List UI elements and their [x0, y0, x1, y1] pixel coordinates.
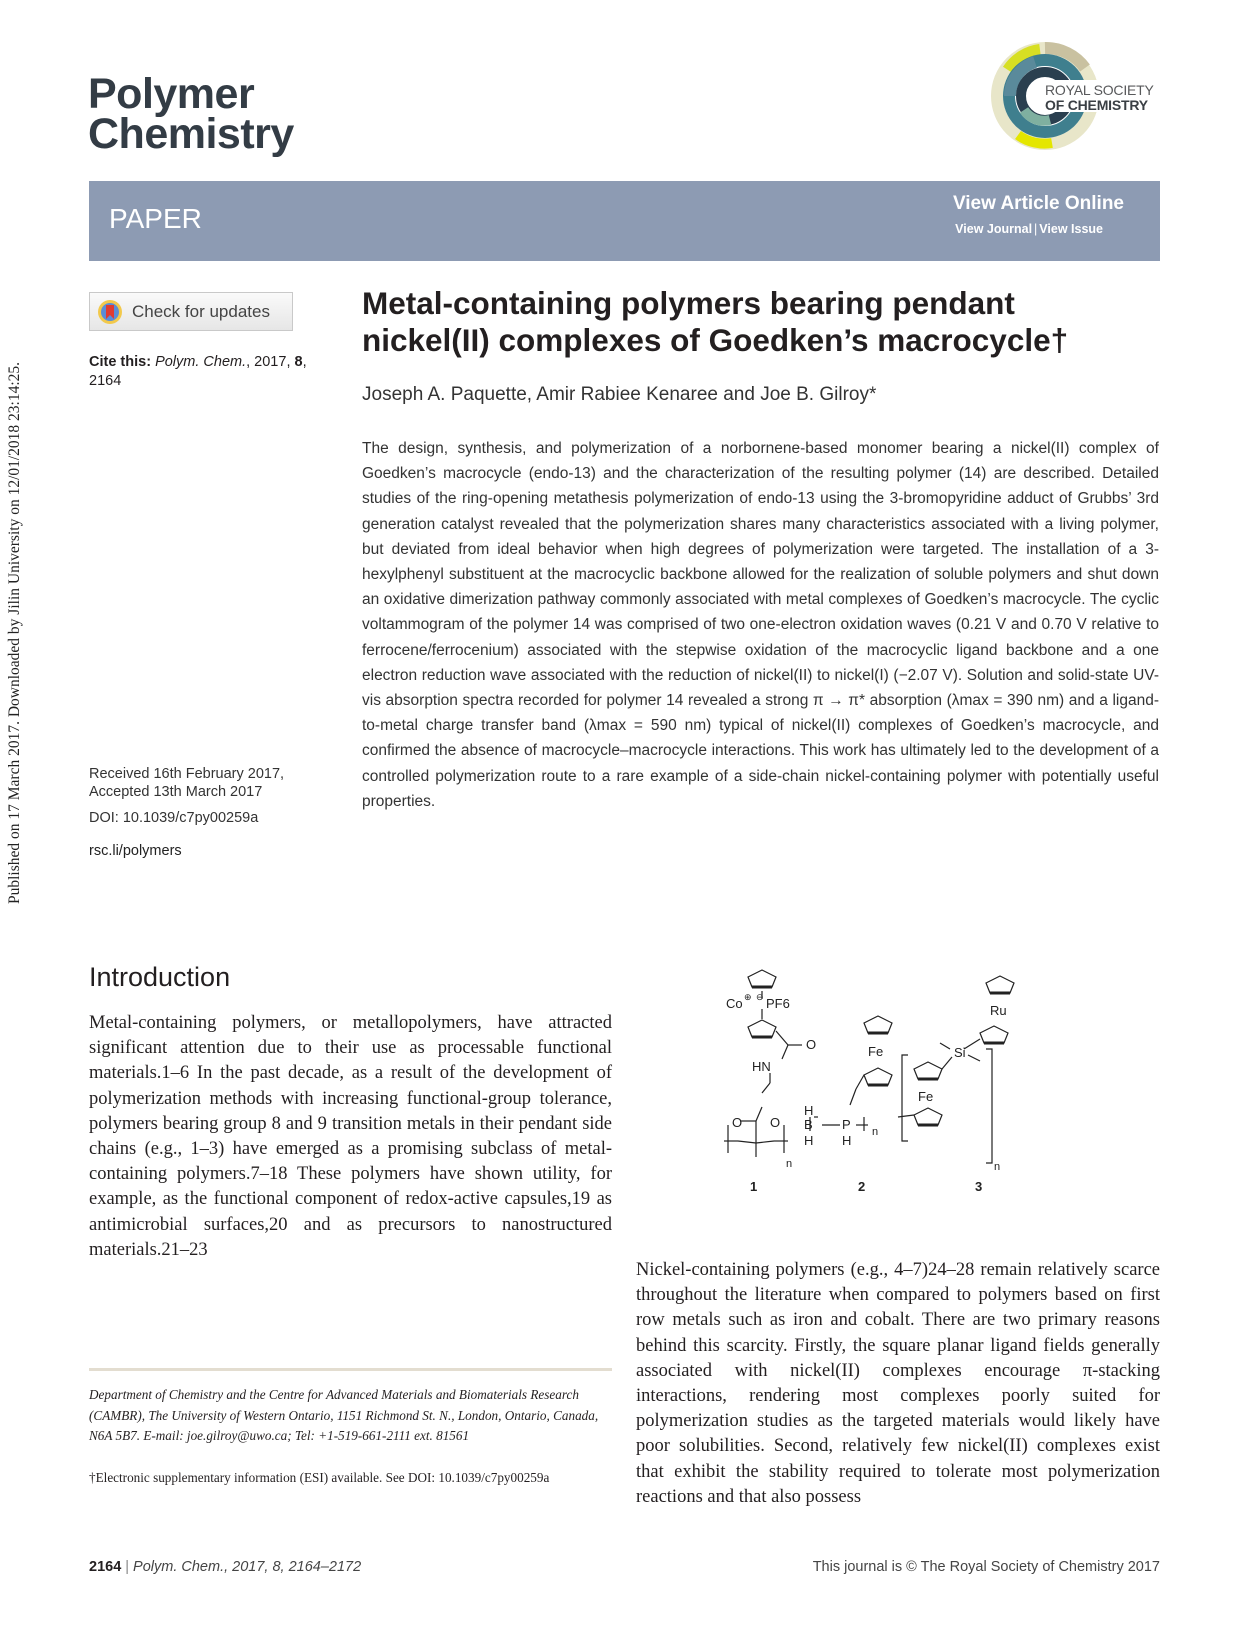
cite-volume: 8	[294, 354, 303, 370]
repeat-n-2: n	[872, 1126, 879, 1138]
cite-journal: Polym. Chem.	[155, 354, 247, 370]
cite-year: , 2017,	[246, 354, 295, 370]
article-dates	[89, 765, 319, 801]
hydrogen-label-b-top: H	[804, 1103, 814, 1118]
check-for-updates-label: Check for updates	[132, 301, 270, 321]
cite-page: , 2164	[89, 354, 307, 389]
banner-sub-links	[955, 222, 1103, 236]
download-stamp: Published on 17 March 2017. Downloaded by Jilin University on 12/01/2018 23:14:25.	[6, 361, 23, 904]
silicon-atom-label: Si	[954, 1045, 966, 1060]
footnote-divider	[89, 1368, 612, 1371]
repeat-n-1: n	[786, 1158, 793, 1170]
introduction-heading: Introduction	[89, 962, 231, 992]
amide-nitrogen-label: HN	[752, 1059, 771, 1074]
doi[interactable]: DOI: 10.1039/c7py00259a	[89, 810, 259, 826]
boron-atom-label: B	[804, 1117, 813, 1132]
footer-separator: |	[125, 1559, 130, 1575]
footer-citation: Polym. Chem., 2017, 8, 2164–2172	[133, 1559, 362, 1575]
link-separator: |	[1034, 222, 1038, 236]
article-title-line2: nickel(II) complexes of Goedken’s macrocycle†	[362, 322, 1069, 358]
rsc-logo-line1: ROYAL SOCIETY	[1045, 82, 1154, 98]
journal-title	[88, 70, 294, 158]
minus-charge: ⊖	[756, 992, 764, 1002]
accepted-date: Accepted 13th March 2017	[89, 784, 263, 800]
copyright-notice: This journal is © The Royal Society of Chemistry 2017	[812, 1559, 1160, 1575]
journal-title-line1: Polymer	[88, 70, 255, 118]
phosphorus-atom-label: P	[842, 1117, 851, 1132]
check-for-updates-button[interactable]	[89, 292, 293, 331]
right-column-text: Nickel-containing polymers (e.g., 4–7)24–28 remain relatively scarce throughout the literature when compared to polymers based on first row metals such as iron and cobalt. There are two primary reasons behind this scarcity. Firstly, the square planar ligand fields generally associated with nickel(II) complexes encourage π-stacking interactions, rendering most complexes poorly suited for polymerization studies as the targeted materials would likely have poor solubilities. Second, relatively few nickel(II) complexes exist that exhibit the stability required to tolerate most polymerization reactions and that also possess	[636, 1260, 1160, 1507]
journal-link[interactable]: rsc.li/polymers	[89, 843, 182, 859]
ester-oxygen: O	[770, 1115, 781, 1130]
received-date: Received 16th February 2017,	[89, 766, 285, 782]
journal-title-line2: Chemistry	[88, 110, 294, 158]
article-title-line1: Metal-containing polymers bearing pendant	[362, 285, 1015, 321]
compound-label-1: 1	[750, 1179, 758, 1194]
authors: Joseph A. Paquette, Amir Rabiee Kenaree and Joe B. Gilroy*	[362, 384, 877, 405]
pf6-label: PF6	[766, 996, 790, 1011]
cobalt-atom-label: Co	[726, 996, 743, 1011]
page-number: 2164	[89, 1559, 122, 1575]
cite-label: Cite this:	[89, 354, 152, 370]
article-title	[362, 285, 1162, 359]
ester-carbonyl-oxygen: O	[732, 1115, 743, 1130]
article-type: PAPER	[109, 203, 202, 234]
abstract: The design, synthesis, and polymerization of a norbornene-based monomer bearing a nickel(II) complex of Goedken’s macrocycle (endo-13) and the characterization of the resulting polymer (14) are described. Detailed studies of the ring-opening metathesis polymerization of endo-13 using the 3-bromopyridine adduct of Grubbs’ 3rd generation catalyst revealed that the polymerization shares many characteristics associated with a living polymer, but deviated from ideal behavior when high degrees of polymerization were targeted. The installation of a 3-hexylphenyl substituent at the macrocyclic backbone allowed for the realization of soluble polymers and shut down an oxidative dimerization pathway commonly associated with metal complexes of Goedken’s macrocycle. The cyclic voltammogram of the polymer 14 was comprised of two one-electron oxidation waves (0.21 V and 0.70 V relative to ferrocene/ferrocenium) associated with the stepwise oxidation of the macrocyclic ligand backbone and a one electron reduction wave associated with the reduction of nickel(II) to nickel(I) (−2.07 V). Solution and solid-state UV-vis absorption spectra recorded for polymer 14 revealed a strong π → π* absorption (λmax = 390 nm) and a ligand-to-metal charge transfer band (λmax = 590 nm) typical of nickel(II) complexes of Goedken’s macrocycle, and confirmed the absence of macrocycle–macrocycle interactions. This work has ultimately led to the development of a controlled polymerization route to a rare example of a side-chain nickel-containing polymer with potentially useful properties.	[362, 440, 1159, 810]
compound-label-2: 2	[858, 1179, 866, 1194]
cite-this	[89, 353, 319, 391]
chemical-structures-figure	[718, 965, 1048, 1205]
view-article-online-link[interactable]: View Article Online	[952, 193, 1124, 214]
iron-atom-label-3: Fe	[918, 1089, 934, 1104]
hydrogen-label-p-bottom: H	[842, 1133, 852, 1148]
carbonyl-oxygen-1: O	[806, 1037, 817, 1052]
view-issue-link[interactable]: View Issue	[1039, 222, 1103, 236]
rsc-logo-line2: OF CHEMISTRY	[1045, 97, 1148, 113]
compound-label-3: 3	[975, 1179, 983, 1194]
ruthenium-atom-label: Ru	[990, 1003, 1007, 1018]
view-journal-link[interactable]: View Journal	[955, 222, 1033, 236]
repeat-n-3: n	[994, 1161, 1001, 1173]
article-banner	[89, 181, 1160, 261]
author-affiliation: Department of Chemistry and the Centre for Advanced Materials and Biomaterials Research (CAMBR), The University of Western Ontario, 1151 Richmond St. N., London, Ontario, Canada, N6A 5B7. E-mail: joe.gilroy@uwo.ca; Tel: +1-519-661-2111 ext. 81561	[89, 1387, 599, 1443]
hydrogen-label-b-bottom: H	[804, 1133, 814, 1148]
iron-atom-label-2: Fe	[868, 1044, 884, 1059]
plus-charge: ⊕	[744, 992, 752, 1002]
esi-note: †Electronic supplementary information (ESI) available. See DOI: 10.1039/c7py00259a	[89, 1470, 550, 1485]
rsc-logo-text	[1045, 83, 1154, 113]
introduction-text: Metal-containing polymers, or metallopolymers, have attracted significant attention due to their use as processable functional materials.1–6 In the past decade, as a result of the development of polymerization methods with increasing functional-group tolerance, polymers bearing group 8 and 9 transition metals in their pendant side chains (e.g., 1–3) have emerged as a promising subclass of metal-containing polymers.7–18 These polymers have shown utility, for example, as the functional component of redox-active capsules,19 as antimicrobial surfaces,20 and as precursors to nanostructured materials.21–23	[89, 1013, 612, 1260]
page-footer-left	[89, 1559, 361, 1575]
bookmark-icon	[97, 299, 123, 325]
